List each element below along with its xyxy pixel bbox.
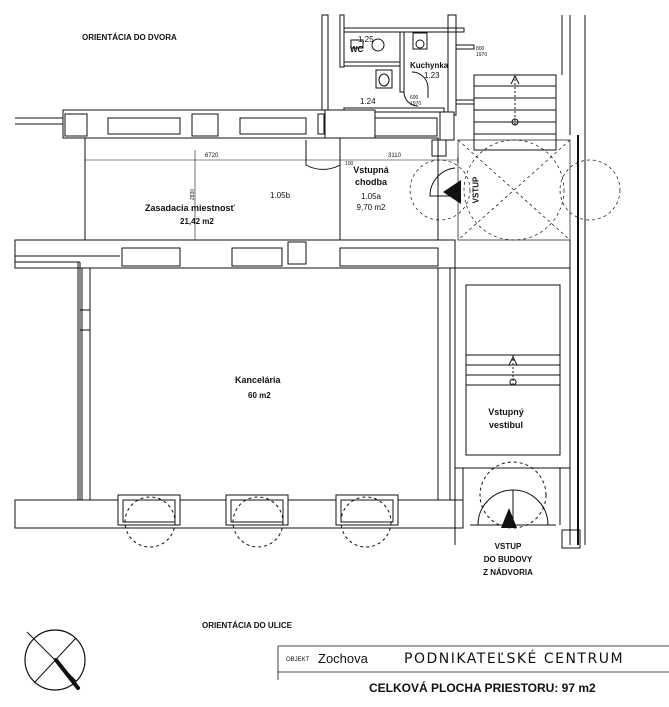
- vestibule-name-line2: vestibul: [488, 420, 523, 430]
- corridor-name-line1: Vstupná: [353, 165, 389, 175]
- meeting-room-area: 21,42 m2: [180, 217, 214, 226]
- object-label: OBJEKT: [286, 657, 310, 663]
- middle-wall: [15, 240, 455, 268]
- corridor-code: 1.05a: [360, 192, 382, 201]
- office-area: 60 m2: [248, 391, 271, 400]
- kitchen-code: 1.23: [424, 71, 440, 80]
- side-entry-label: VSTUP: [471, 176, 481, 204]
- project-name: PODNIKATEĽSKÉ CENTRUM: [404, 651, 625, 667]
- corridor-area: 9,70 m2: [356, 203, 386, 212]
- compass-north-icon: [25, 630, 85, 690]
- dimension-3110: 3110: [388, 153, 401, 159]
- wc-label: WC: [350, 45, 364, 54]
- vestibule-walls: [455, 240, 570, 545]
- corridor-name-line2: chodba: [354, 177, 387, 187]
- door-a-height: 1970: [476, 52, 488, 58]
- street-orientation-label: ORIENTÁCIA DO ULICE: [202, 621, 292, 630]
- dimension-6720: 6720: [205, 153, 219, 159]
- door-a-width: 800: [476, 46, 485, 52]
- door-b-width: 600: [410, 95, 419, 101]
- kitchen-label: Kuchynka: [410, 61, 449, 70]
- north-wall: [15, 110, 454, 140]
- wc-code: 1.25: [358, 35, 374, 44]
- courtyard-orientation-label: ORIENTÁCIA DO DVORA: [82, 33, 177, 42]
- building-entry-line2: DO BUDOVY: [483, 555, 533, 564]
- object-name: Zochova: [318, 651, 368, 666]
- door-b-height: 1970: [410, 101, 422, 107]
- corridor-vault: [410, 140, 620, 240]
- room-124-code: 1.24: [360, 97, 376, 106]
- entry-arrow-icon: [443, 180, 461, 204]
- total-area: CELKOVÁ PLOCHA PRIESTORU: 97 m2: [369, 681, 596, 695]
- dimension-100: 100: [345, 161, 354, 167]
- office-walls: [15, 262, 450, 520]
- south-wall: [15, 495, 463, 547]
- building-entry-line3: Z NÁDVORIA: [483, 568, 533, 577]
- meeting-room-code: 1.05b: [270, 191, 291, 200]
- building-entry-arrow-icon: [501, 508, 517, 528]
- building-entry-line1: VSTUP: [494, 542, 522, 551]
- meeting-room-name: Zasadacia miestnosť: [145, 203, 235, 213]
- dimension-2830: 2830: [190, 188, 197, 201]
- office-name: Kancelária: [235, 375, 281, 385]
- vestibule-name-line1: Vstupný: [488, 407, 524, 417]
